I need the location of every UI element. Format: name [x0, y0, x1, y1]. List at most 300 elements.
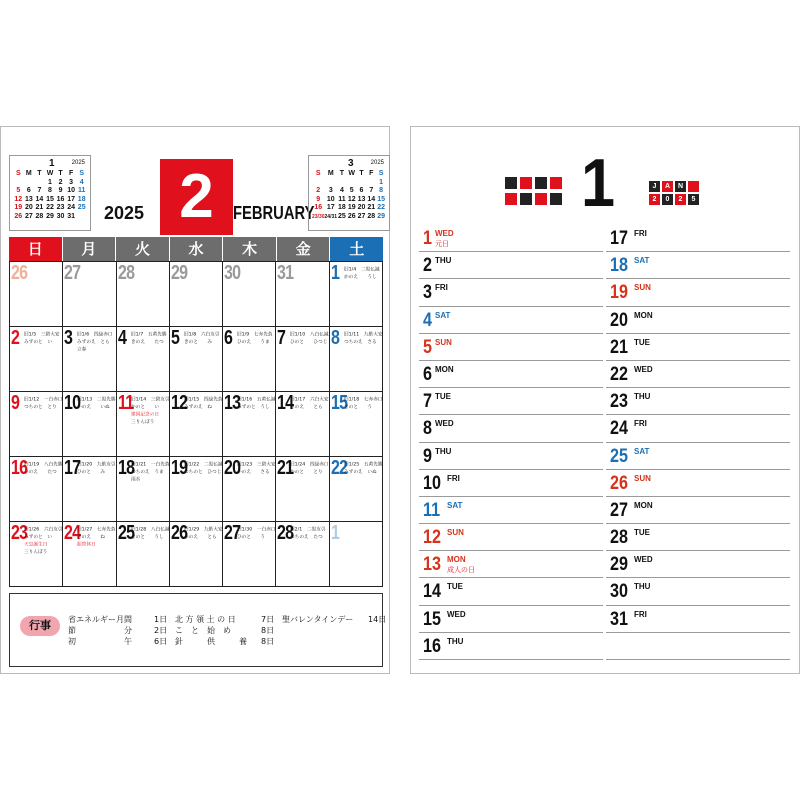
- weekday-label: SUN: [634, 283, 651, 293]
- day-row: [606, 578, 790, 605]
- mini-day: 6: [26, 187, 31, 195]
- lunar-info: 旧1/12 一白赤口: [24, 396, 63, 402]
- weekday-label: SAT: [634, 446, 650, 456]
- mini-day: [337, 179, 347, 188]
- lunar-info: かのと とり: [290, 469, 324, 475]
- mini-day: 1: [379, 178, 384, 186]
- weekday-label: TUE: [634, 337, 650, 347]
- lunar-info: 旧1/22 二黒仏滅: [183, 461, 223, 467]
- year-digit: 0: [662, 194, 673, 205]
- holiday-label: 振替休日: [77, 542, 96, 548]
- day-number: 28: [117, 262, 134, 284]
- day-number: 26: [610, 472, 628, 494]
- mini-month-number: 1: [49, 158, 55, 169]
- day-number: 26: [11, 262, 28, 284]
- day-row: [606, 470, 790, 497]
- lunar-info: 旧1/21 一白先負: [130, 461, 170, 467]
- lunar-info: かのえ うし: [343, 274, 377, 280]
- day-cell: [276, 522, 329, 587]
- day-number: 11: [423, 499, 441, 521]
- weekday-label: THU: [634, 392, 651, 402]
- lunar-info: かのと い: [130, 404, 159, 410]
- day-number: 1: [330, 522, 339, 544]
- day-number: 9: [423, 445, 432, 467]
- day-cell: [223, 522, 276, 587]
- day-info: [237, 331, 271, 346]
- weekday-label: TUE: [634, 528, 650, 538]
- day-number: 30: [610, 581, 628, 603]
- lunar-info: みずのと い: [24, 534, 53, 540]
- mini-day: 11: [78, 187, 86, 195]
- lunar-info: 旧1/7 五黄先勝: [130, 331, 167, 337]
- mini-weekday: T: [339, 170, 345, 177]
- day-row: [419, 307, 603, 334]
- weekday-label: FRI: [435, 283, 448, 293]
- day-info: [343, 396, 383, 411]
- weekday-label: MON: [634, 500, 653, 510]
- day-info: [237, 396, 276, 411]
- day-cell: [223, 392, 276, 457]
- day-cell: [117, 457, 170, 522]
- mini-day: 23: [56, 204, 65, 212]
- month-letter: J: [649, 181, 660, 192]
- mini-day: 20: [24, 204, 33, 212]
- weekday-label: SAT: [634, 256, 650, 266]
- january-calendar-page: [410, 126, 800, 674]
- day-row: [419, 606, 603, 633]
- mini-day: 15: [377, 195, 385, 203]
- day-row: [419, 551, 603, 578]
- day-note: 雨水: [130, 477, 140, 483]
- lunar-info: みずのと うし: [237, 404, 270, 410]
- mini-weekday: M: [327, 170, 334, 177]
- mini-day: 16: [56, 195, 65, 203]
- day-row: [606, 524, 790, 551]
- day-row: [419, 334, 603, 361]
- year-label: 2025: [104, 203, 145, 223]
- weekday-label: THU: [447, 636, 464, 646]
- weekday-label: MON: [447, 555, 466, 565]
- lunar-info: つちのと とり: [24, 404, 57, 410]
- day-number: 7: [277, 327, 286, 349]
- day-number: 16: [11, 457, 28, 479]
- day-cell: [117, 262, 170, 327]
- day-number: 16: [423, 635, 441, 657]
- day-number: 29: [610, 554, 628, 576]
- day-row: [419, 225, 603, 252]
- day-cell: [63, 392, 116, 457]
- lunar-info: みずのえ とら: [77, 339, 111, 345]
- event-item: 針 供 養 8日: [175, 637, 275, 646]
- mini-day: [13, 179, 24, 188]
- day-cell: [10, 522, 63, 587]
- day-number: 17: [64, 457, 81, 479]
- weekday-label: THU: [634, 582, 651, 592]
- lunar-info: 旧1/14 三碧友引: [130, 396, 170, 402]
- mini-day: 17: [326, 204, 335, 212]
- day-number: 24: [64, 522, 81, 544]
- weekday-label: WED: [634, 555, 653, 565]
- february-calendar-page: [0, 126, 390, 674]
- mini-weekday: W: [46, 170, 54, 177]
- lunar-info: 旧1/15 四緑先負: [183, 396, 223, 402]
- year-digit: 2: [649, 194, 660, 205]
- day-number: 2: [423, 255, 432, 277]
- weekday-header-row: [9, 237, 383, 261]
- weekday-label: FRI: [634, 229, 647, 238]
- mini-calendar-grid: [13, 170, 87, 222]
- lunar-info: 旧1/5 三碧大安: [24, 331, 60, 337]
- day-number: 22: [610, 363, 628, 385]
- day-number: 22: [330, 457, 347, 479]
- day-row: [419, 443, 603, 470]
- day-row: [606, 307, 790, 334]
- day-row: [606, 606, 790, 633]
- lunar-info: きのと み: [183, 339, 212, 345]
- lunar-info: 旧1/11 九紫大安: [343, 331, 383, 337]
- day-number: 9: [11, 392, 20, 414]
- lunar-info: 旧1/10 八白仏滅: [290, 331, 329, 337]
- day-info: [343, 331, 383, 346]
- mini-day: 6: [359, 187, 364, 195]
- mini-weekday: S: [378, 170, 384, 177]
- day-number: 28: [277, 522, 294, 544]
- day-number: 23: [610, 391, 628, 413]
- mini-day: 9: [316, 195, 321, 203]
- day-row: [606, 279, 790, 306]
- day-info: [130, 396, 170, 427]
- weekday-label: FRI: [447, 473, 460, 483]
- day-number: 31: [277, 262, 294, 284]
- mini-day: [312, 179, 325, 188]
- mini-day: 31: [67, 212, 76, 220]
- day-number: 11: [117, 392, 133, 414]
- day-number: 8: [330, 327, 339, 349]
- day-info: [130, 526, 170, 541]
- lunar-info: きのえ たつ: [130, 339, 164, 345]
- mini-day: 27: [357, 212, 366, 220]
- mini-day: 10: [67, 187, 76, 195]
- holiday-label: 元日: [435, 240, 449, 248]
- weekday-label: WED: [435, 229, 454, 238]
- day-row: [606, 443, 790, 470]
- day-number: 29: [170, 262, 188, 284]
- mini-day: [347, 179, 357, 188]
- weekday-monday: 月: [63, 237, 117, 261]
- day-info: [77, 461, 116, 476]
- lunar-info: ひのえ うま: [237, 339, 270, 345]
- day-info: [237, 526, 276, 541]
- day-number: 24: [610, 418, 628, 440]
- day-number: 28: [610, 527, 628, 549]
- day-cell: [276, 327, 329, 392]
- mini-day: 15: [46, 195, 54, 203]
- mini-day: 28: [367, 212, 376, 220]
- weekday-sunday: 日: [9, 237, 63, 261]
- month-number: 2: [179, 162, 214, 231]
- day-info: [290, 526, 327, 541]
- day-note: 三りんぼう: [24, 549, 48, 555]
- event-item: 北 方 領 土 の 日 7日: [175, 615, 275, 624]
- lunar-info: ひのえ たつ: [24, 469, 57, 475]
- lunar-info: 旧2/1 二黒友引: [290, 526, 327, 532]
- day-cell: [10, 392, 63, 457]
- mini-calendar-march: [308, 155, 390, 231]
- mini-day: 7: [369, 187, 374, 195]
- day-number: 10: [423, 472, 441, 494]
- lunar-info: 旧1/28 八白仏滅: [130, 526, 170, 532]
- weekday-label: SUN: [447, 528, 464, 538]
- day-number: 27: [610, 499, 628, 521]
- mini-calendar-grid: [312, 170, 386, 222]
- day-info: [183, 396, 223, 411]
- day-cell: [63, 522, 116, 587]
- mini-weekday: S: [79, 170, 85, 177]
- weekday-label: THU: [435, 446, 452, 456]
- weekday-label: FRI: [634, 609, 647, 619]
- day-row: [606, 225, 790, 252]
- month-year-boxes: [649, 181, 699, 205]
- day-cell: [10, 457, 63, 522]
- weekday-label: WED: [435, 419, 454, 429]
- day-number: 30: [224, 262, 241, 284]
- mini-day: 18: [77, 195, 86, 203]
- day-cell: [170, 522, 223, 587]
- day-number: 5: [423, 336, 432, 358]
- holiday-label: 天皇誕生日: [24, 542, 48, 548]
- lunar-info: 旧1/27 七赤先負: [77, 526, 116, 532]
- lunar-info: 旧1/17 六白大安: [290, 396, 329, 402]
- year-digit: 5: [688, 194, 699, 205]
- weekday-label: WED: [447, 609, 466, 619]
- day-note: 立春: [77, 347, 87, 353]
- lunar-info: きのえ とら: [290, 404, 324, 410]
- mini-day: [366, 179, 376, 188]
- day-info: [290, 331, 329, 346]
- day-cell: [276, 262, 329, 327]
- lunar-info: 旧1/8 六白友引: [183, 331, 220, 337]
- day-info: [131, 331, 165, 346]
- day-cell: [170, 327, 223, 392]
- day-cell: [63, 327, 116, 392]
- mini-weekday: T: [37, 170, 42, 177]
- mini-day: 5: [349, 187, 354, 195]
- weekday-tuesday: 火: [116, 237, 170, 261]
- day-number: 14: [423, 581, 441, 603]
- day-number: 27: [224, 522, 241, 544]
- day-list-left: [419, 225, 603, 660]
- lunar-info: 旧1/25 五黄先勝: [343, 461, 383, 467]
- lunar-info: みずのと い: [24, 339, 53, 345]
- lunar-info: つちのえ うま: [130, 469, 164, 475]
- mini-day: 26: [347, 212, 356, 220]
- day-row: [419, 524, 603, 551]
- day-row: [419, 470, 603, 497]
- year-digit: 2: [675, 194, 686, 205]
- day-number: 23: [11, 522, 28, 544]
- mini-day: [24, 179, 35, 188]
- mini-weekday: T: [58, 170, 63, 177]
- day-number: 17: [610, 228, 628, 249]
- day-row: [606, 497, 790, 524]
- decorative-squares: [505, 177, 563, 205]
- day-info: [130, 461, 170, 484]
- weekday-label: SUN: [435, 337, 452, 347]
- weekday-wednesday: 水: [170, 237, 224, 261]
- mini-weekday: W: [348, 170, 356, 177]
- day-number: 27: [64, 262, 81, 284]
- day-cell: [170, 392, 223, 457]
- weekday-label: MON: [634, 310, 653, 320]
- mini-day: [357, 179, 367, 188]
- day-info: [24, 526, 63, 557]
- weekday-label: SAT: [447, 500, 463, 510]
- day-cell: [330, 262, 383, 327]
- weekday-saturday: 土: [330, 237, 383, 261]
- month-letter: N: [675, 181, 686, 192]
- lunar-info: みずのえ いぬ: [343, 469, 377, 475]
- day-info: [24, 461, 63, 476]
- mini-day: 2: [58, 178, 63, 186]
- lunar-info: ひのと み: [77, 469, 106, 475]
- day-cell: [223, 457, 276, 522]
- mini-day: 27: [24, 212, 33, 220]
- event-item: 節 分 2日: [68, 626, 168, 635]
- day-number: 19: [170, 457, 188, 479]
- day-number: 18: [117, 457, 134, 479]
- mini-day: [76, 213, 87, 222]
- day-info: [343, 461, 383, 476]
- day-number: 1: [423, 228, 432, 249]
- day-number: 3: [423, 282, 432, 304]
- day-number: 7: [423, 391, 432, 413]
- day-info: [237, 461, 276, 476]
- month-grid: [9, 261, 383, 587]
- mini-day: 24: [67, 204, 76, 212]
- weekday-label: THU: [435, 256, 452, 266]
- day-info: [24, 331, 58, 346]
- mini-day: 3: [328, 187, 333, 195]
- day-number: 5: [170, 327, 179, 349]
- day-row: [606, 361, 790, 388]
- day-info: [183, 526, 223, 541]
- lunar-info: 旧1/13 二黒先勝: [77, 396, 116, 402]
- mini-day: 3: [69, 178, 74, 186]
- day-row: [606, 334, 790, 361]
- weekday-label: FRI: [634, 419, 647, 429]
- day-number: 12: [170, 392, 188, 414]
- lunar-info: 旧1/29 九紫大安: [183, 526, 223, 532]
- day-number: 13: [224, 392, 241, 414]
- mini-day: 24/31: [324, 213, 338, 220]
- day-number: 21: [277, 457, 294, 479]
- mini-day: 20: [357, 204, 366, 212]
- mini-day: 9: [58, 187, 63, 195]
- day-row: [419, 388, 603, 415]
- day-row: [606, 415, 790, 442]
- lunar-info: 旧1/20 九紫友引: [77, 461, 116, 467]
- lunar-info: つちのえ たつ: [290, 534, 324, 540]
- mini-weekday: T: [359, 170, 364, 177]
- holiday-label: 建国記念の日: [130, 412, 159, 418]
- lunar-info: 旧1/23 三碧大安: [237, 461, 276, 467]
- day-number: 20: [610, 309, 628, 331]
- mini-day: 4: [339, 187, 344, 195]
- mini-day: [325, 179, 338, 188]
- mini-day: 22: [377, 204, 385, 212]
- day-note: 三りんぼう: [130, 419, 154, 425]
- day-cell: [276, 457, 329, 522]
- weekday-friday: 金: [277, 237, 331, 261]
- lunar-info: きのと うし: [130, 534, 164, 540]
- lunar-info: ひのえ とら: [183, 534, 217, 540]
- day-row: [419, 497, 603, 524]
- day-row: [419, 279, 603, 306]
- mini-day: 28: [35, 212, 44, 220]
- day-cell: [330, 457, 383, 522]
- month-number-box: [160, 159, 233, 235]
- day-cell: [63, 457, 116, 522]
- day-cell: [10, 262, 63, 327]
- event-item: こ と 始 め 8日: [175, 626, 275, 635]
- mini-day: 22: [46, 204, 54, 212]
- mini-day: 18: [338, 204, 346, 212]
- day-cell: [330, 392, 383, 457]
- lunar-info: つちのと ひつじ: [183, 469, 222, 475]
- mini-day: 29: [377, 212, 385, 220]
- day-info: [183, 461, 223, 476]
- day-cell: [117, 327, 170, 392]
- lunar-info: きのと う: [343, 404, 372, 410]
- mini-weekday: F: [68, 170, 74, 177]
- day-number: 6: [423, 363, 432, 385]
- mini-day: 21: [367, 204, 376, 212]
- lunar-info: 旧1/18 七赤赤口: [343, 396, 383, 402]
- lunar-info: きのえ ね: [77, 534, 106, 540]
- lunar-info: かのえ いぬ: [77, 404, 111, 410]
- day-number: 3: [64, 327, 73, 349]
- events-box: [9, 593, 387, 667]
- mini-day: 13: [24, 195, 33, 203]
- mini-day: 25: [338, 212, 346, 220]
- lunar-info: ひのと ひつじ: [290, 339, 328, 345]
- day-info: [77, 331, 111, 354]
- lunar-info: ひのと う: [237, 534, 266, 540]
- day-info: [344, 266, 378, 281]
- weekday-label: SUN: [634, 473, 651, 483]
- day-number: 15: [330, 392, 347, 414]
- mini-day: 11: [338, 195, 346, 203]
- day-cell: [117, 392, 170, 457]
- day-cell: [10, 327, 63, 392]
- day-number: 6: [224, 327, 233, 349]
- mini-weekday: S: [315, 170, 321, 177]
- lunar-info: 旧1/6 四緑赤口: [77, 331, 113, 337]
- mini-day: 5: [16, 187, 21, 195]
- event-item: 聖バレンタインデー 14日: [282, 615, 387, 624]
- day-number: 2: [11, 327, 20, 349]
- day-number: 13: [423, 554, 441, 576]
- mini-day: 1: [48, 178, 52, 186]
- day-list-right: [606, 225, 790, 660]
- day-row: [419, 633, 603, 660]
- day-cell: [223, 262, 276, 327]
- holiday-label: 成人の日: [447, 566, 475, 575]
- mini-weekday: S: [15, 170, 21, 177]
- weekday-thursday: 木: [223, 237, 277, 261]
- day-row: [606, 388, 790, 415]
- day-row: [419, 252, 603, 279]
